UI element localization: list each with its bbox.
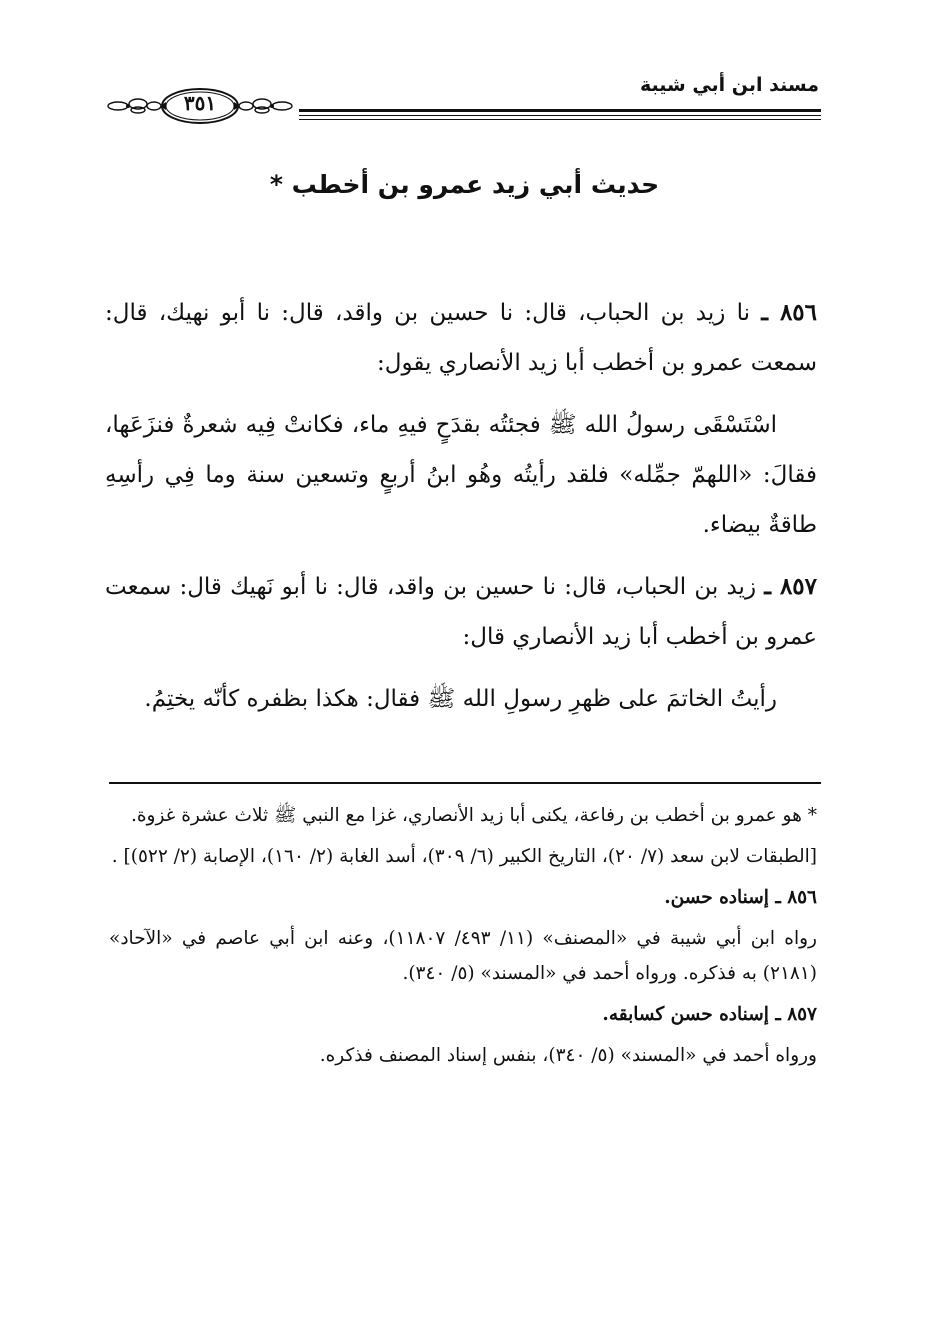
- hadith-857-isnad: [105, 562, 817, 662]
- footnote-856-text: رواه ابن أبي شيبة في «المصنف» (١١/ ٤٩٣/ ١١٨٠٧)، وعنه ابن أبي عاصم في «الآحاد» (٢١٨١) به فذكره. ورواه أحمد في «المسند» (٥/ ٣٤٠).: [109, 928, 817, 984]
- hadith-number: ٨٥٧ ـ: [764, 573, 818, 600]
- running-head: مسند ابن أبي شيبة: [639, 74, 819, 96]
- hadith-number: ٨٥٦ ـ: [761, 299, 818, 326]
- hadith-856-isnad: [105, 288, 817, 388]
- footnote-bio: * هو عمرو بن أخطب بن رفاعة، يكنى أبا زيد الأنصاري، غزا مع النبي ﷺ ثلاث عشرة غزوة.: [130, 805, 817, 826]
- hadith-857-matn: رأيتُ الخاتمَ على ظهرِ رسولِ الله ﷺ فقال: هكذا بظفره كأنّه يختِمُ.: [144, 686, 777, 712]
- footnote-856-heading: ٨٥٦ ـ إسناده حسن.: [664, 887, 817, 908]
- header-rule: [299, 109, 821, 120]
- footnote-857-text: ورواه أحمد في «المسند» (٥/ ٣٤٠)، بنفس إسناد المصنف فذكره.: [319, 1045, 817, 1066]
- isnad-text: زيد بن الحباب، قال: نا حسين بن واقد، قال: نا أبو نَهيك قال: سمعت عمرو بن أخطب أبا زيد الأنصاري قال:: [105, 574, 817, 650]
- footnotes: [109, 798, 817, 1079]
- hadith-body: [105, 288, 817, 736]
- chapter-title: حديث أبي زيد عمرو بن أخطب *: [269, 170, 660, 199]
- hadith-856-matn: اسْتَسْقَى رسولُ الله ﷺ فجئتُه بقدَحٍ فيهِ ماء، فكانتْ فِيه شعرةٌ فنزَعَها، فقالَ: «اللهمّ جمِّله» فلقد رأيتُه وهُو ابنُ أربعٍ وتسعين سنة وما فِي رأسِهِ طاقةٌ بيضاء.: [105, 412, 817, 538]
- footnote-sources: [الطبقات لابن سعد (٧/ ٢٠)، التاريخ الكبير (٦/ ٣٠٩)، أسد الغابة (٢/ ١٦٠)، الإصابة (٢/ ٥٢٢)] .: [111, 846, 817, 867]
- isnad-text: نا زيد بن الحباب، قال: نا حسين بن واقد، قال: نا أبو نهيك، قال: سمعت عمرو بن أخطب أبا زيد الأنصاري يقول:: [105, 300, 817, 376]
- footnote-separator: [109, 782, 821, 784]
- page-number: ٣٥١: [183, 91, 217, 115]
- footnote-857-heading: ٨٥٧ ـ إسناده حسن كسابقه.: [602, 1004, 817, 1025]
